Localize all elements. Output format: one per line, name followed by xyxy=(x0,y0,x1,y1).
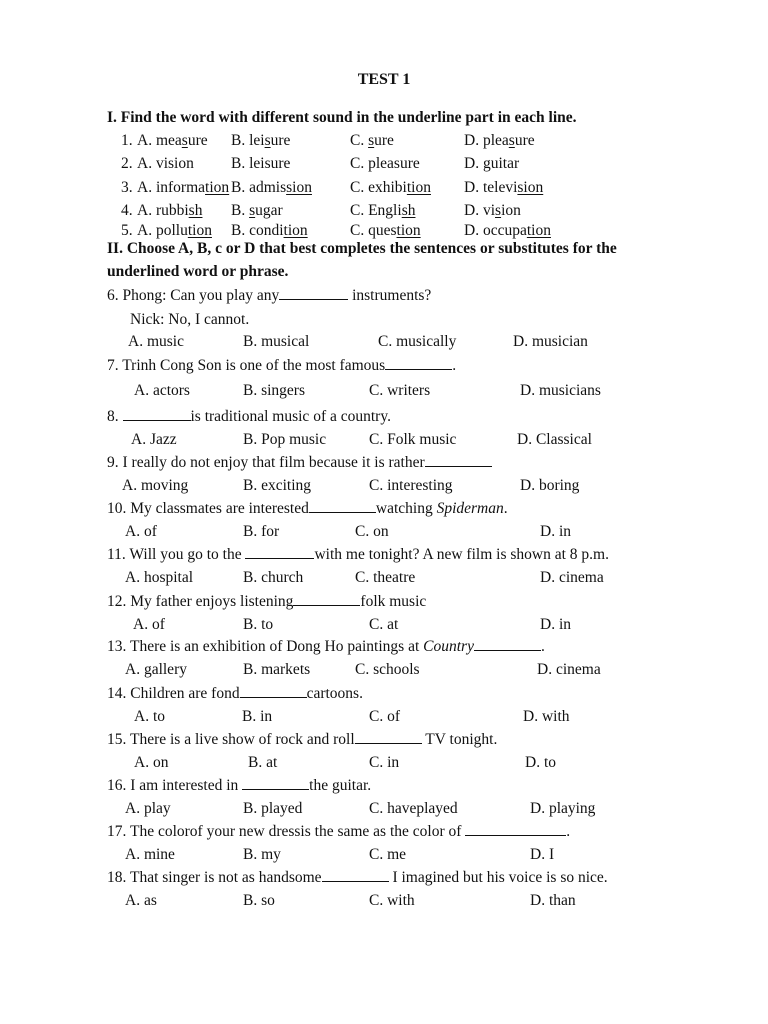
question-number: 1. xyxy=(121,132,133,149)
option-a: A. of xyxy=(133,616,165,633)
option-c: C. interesting xyxy=(369,477,453,494)
option-d: D. musicians xyxy=(520,382,601,399)
question-number: 11. xyxy=(107,546,130,563)
option-d xyxy=(464,177,543,199)
option-c: C. schools xyxy=(355,661,420,678)
question-17 xyxy=(0,821,768,843)
option-a xyxy=(137,153,194,175)
option-c: C. at xyxy=(369,616,399,633)
option-letter: B. xyxy=(231,155,250,172)
question-number: 14. xyxy=(107,685,131,702)
option-b: B. in xyxy=(242,708,273,725)
question-number: 8. xyxy=(107,408,123,425)
option-b: B. to xyxy=(243,616,274,633)
option-c: C. writers xyxy=(369,382,431,399)
question-number: 4. xyxy=(121,202,133,219)
answer-blank xyxy=(240,685,307,698)
option-word: information xyxy=(155,179,230,196)
option-letter: D. xyxy=(464,155,483,172)
option-b: B. exciting xyxy=(243,477,312,494)
question-stem: 9. I really do not enjoy that film because it is rather xyxy=(107,452,492,474)
underlined-part: tion xyxy=(406,179,431,196)
option-a: A. play xyxy=(125,800,171,817)
answer-options xyxy=(0,331,768,353)
question-stem: 11. Will you go to the with me tonight? A new film is shown at 8 p.m. xyxy=(107,546,609,563)
option-letter: A. xyxy=(137,222,156,239)
option-word: leisure xyxy=(249,155,291,172)
option-word: leisure xyxy=(249,132,291,149)
question-18 xyxy=(0,867,768,889)
option-word: occupation xyxy=(482,222,551,239)
underlined-part: tion xyxy=(187,222,212,239)
option-c: C. me xyxy=(369,846,407,863)
option-d xyxy=(464,153,519,175)
option-d: D. in xyxy=(540,523,571,540)
underlined-part: s xyxy=(508,132,515,149)
option-b: B. at xyxy=(248,754,278,771)
question-stem: 15. There is a live show of rock and roll TV tonight. xyxy=(107,731,498,748)
answer-options xyxy=(0,521,768,543)
answer-options xyxy=(0,890,768,912)
option-d: D. with xyxy=(523,708,570,725)
option-d: D. Classical xyxy=(517,431,592,448)
underlined-part: s xyxy=(181,132,188,149)
answer-blank xyxy=(425,454,492,467)
answer-blank xyxy=(322,869,389,882)
question-9 xyxy=(0,452,768,474)
option-b xyxy=(231,153,290,175)
option-word: sure xyxy=(368,132,394,149)
test-title: TEST 1 xyxy=(357,71,411,88)
answer-blank xyxy=(245,546,314,559)
option-a xyxy=(137,177,229,199)
answer-blank xyxy=(474,638,541,651)
option-letter: B. xyxy=(231,132,250,149)
option-b: B. Pop music xyxy=(243,431,327,448)
sound-question-1 xyxy=(0,130,768,152)
option-c: C. with xyxy=(369,892,415,909)
option-a: A. Jazz xyxy=(131,431,177,448)
option-letter: C. xyxy=(350,132,369,149)
underlined-part: sh xyxy=(188,202,203,219)
answer-options xyxy=(0,798,768,820)
question-number: 2. xyxy=(121,155,133,172)
question-stem: 14. Children are fond cartoons. xyxy=(107,685,363,702)
option-d xyxy=(464,130,535,152)
option-d xyxy=(464,200,521,222)
answer-blank xyxy=(465,823,566,836)
italic-title: Spiderman xyxy=(436,500,504,517)
option-d: D. to xyxy=(525,754,556,771)
option-b xyxy=(231,177,312,199)
option-letter: C. xyxy=(350,155,369,172)
question-16 xyxy=(0,775,768,797)
option-c: C. musically xyxy=(378,333,457,350)
option-d: D. than xyxy=(530,892,576,909)
answer-blank xyxy=(309,500,376,513)
option-letter: C. xyxy=(350,222,369,239)
question-15 xyxy=(0,729,768,751)
question-number: 5. xyxy=(121,222,133,239)
option-b: B. so xyxy=(243,892,275,909)
question-number: 12. xyxy=(107,593,131,610)
option-word: guitar xyxy=(482,155,520,172)
option-c: C. Folk music xyxy=(369,431,457,448)
option-a: A. on xyxy=(134,754,169,771)
answer-options xyxy=(0,380,768,402)
option-b: B. singers xyxy=(243,382,305,399)
option-b: B. musical xyxy=(243,333,310,350)
option-c xyxy=(350,177,431,199)
underlined-part: s xyxy=(368,132,375,149)
option-letter: A. xyxy=(137,132,156,149)
question-number: 3. xyxy=(121,179,133,196)
question-11 xyxy=(0,544,768,566)
option-letter: B. xyxy=(231,222,250,239)
option-b: B. my xyxy=(243,846,281,863)
option-letter: A. xyxy=(137,155,156,172)
option-c xyxy=(350,153,420,175)
underlined-part: sion xyxy=(286,179,312,196)
option-word: pleasure xyxy=(482,132,535,149)
question-number: 6. xyxy=(107,287,123,304)
sound-question-4 xyxy=(0,200,768,222)
answer-blank xyxy=(355,731,422,744)
underlined-part: tion xyxy=(396,222,421,239)
answer-options xyxy=(0,844,768,866)
option-c: C. in xyxy=(369,754,400,771)
option-word: rubbish xyxy=(155,202,203,219)
option-d: D. musician xyxy=(513,333,588,350)
question-stem: 7. Trinh Cong Son is one of the most famous . xyxy=(107,357,457,374)
option-letter: B. xyxy=(231,202,250,219)
option-a: A. of xyxy=(125,523,157,540)
question-number: 16. xyxy=(107,777,131,794)
option-a: A. actors xyxy=(134,382,190,399)
question-stem: 8. is traditional music of a country. xyxy=(107,408,391,425)
answer-options xyxy=(0,429,768,451)
underlined-part: sh xyxy=(401,202,416,219)
option-a xyxy=(137,130,208,152)
question-number: 15. xyxy=(107,731,130,748)
option-word: vision xyxy=(482,202,521,219)
option-c: C. of xyxy=(369,708,400,725)
underlined-part: s xyxy=(264,132,271,149)
answer-options xyxy=(0,706,768,728)
question-stem: 13. There is an exhibition of Dong Ho paintings at Country . xyxy=(107,638,545,655)
option-b: B. played xyxy=(243,800,303,817)
answer-options xyxy=(0,659,768,681)
question-stem: 10. My classmates are interested watching Spiderman. xyxy=(107,500,508,517)
question-12 xyxy=(0,591,768,613)
option-b xyxy=(231,200,283,222)
answer-blank xyxy=(385,357,452,370)
answer-blank xyxy=(242,777,309,790)
option-word: vision xyxy=(155,155,194,172)
question-number: 13. xyxy=(107,638,130,655)
question-stem: 6. Phong: Can you play any instruments? xyxy=(107,287,432,304)
option-word: condition xyxy=(249,222,308,239)
option-d: D. boring xyxy=(520,477,580,494)
option-word: admission xyxy=(249,179,312,196)
question-8 xyxy=(0,406,768,428)
option-word: exhibition xyxy=(368,179,431,196)
option-word: pleasure xyxy=(368,155,420,172)
option-a: A. moving xyxy=(122,477,189,494)
option-b xyxy=(231,130,290,152)
underlined-part: tion xyxy=(526,222,551,239)
option-c xyxy=(350,200,415,222)
question-13 xyxy=(0,636,768,658)
question-10 xyxy=(0,498,768,520)
answer-options xyxy=(0,567,768,589)
option-word: television xyxy=(482,179,544,196)
option-a: A. hospital xyxy=(125,569,194,586)
option-d: D. cinema xyxy=(537,661,601,678)
option-b: B. church xyxy=(243,569,304,586)
underlined-part: s xyxy=(249,202,256,219)
option-word: English xyxy=(368,202,416,219)
option-c: C. haveplayed xyxy=(369,800,458,817)
option-letter: A. xyxy=(137,179,156,196)
option-word: sugar xyxy=(249,202,283,219)
question-number: 17. xyxy=(107,823,130,840)
part2-heading: II. Choose A, B, c or D that best completes the sentences or substitutes for the underlined word or phrase. xyxy=(107,240,617,280)
option-letter: D. xyxy=(464,179,483,196)
option-letter: D. xyxy=(464,202,483,219)
option-d: D. cinema xyxy=(540,569,604,586)
sound-question-3 xyxy=(0,177,768,199)
option-b: B. for xyxy=(243,523,280,540)
underlined-part: tion xyxy=(205,179,230,196)
option-letter: A. xyxy=(137,202,156,219)
option-word: pollution xyxy=(155,222,212,239)
italic-title: Country xyxy=(423,638,474,655)
option-d: D. I xyxy=(530,846,555,863)
option-letter: D. xyxy=(464,132,483,149)
answer-blank xyxy=(279,287,348,300)
question-stem: 16. I am interested in the guitar. xyxy=(107,777,372,794)
option-a: A. as xyxy=(125,892,157,909)
dialogue-line xyxy=(0,309,768,331)
option-c: C. on xyxy=(355,523,389,540)
underlined-part: sion xyxy=(517,179,544,196)
option-a: A. music xyxy=(128,333,184,350)
option-a: A. to xyxy=(134,708,165,725)
answer-blank xyxy=(293,593,360,606)
underlined-part: tion xyxy=(283,222,308,239)
question-14 xyxy=(0,683,768,705)
part1-heading: I. Find the word with different sound in the underline part in each line. xyxy=(107,109,577,126)
question-6 xyxy=(0,285,768,307)
option-word: question xyxy=(368,222,421,239)
question-7 xyxy=(0,355,768,377)
answer-blank xyxy=(123,408,191,421)
option-b: B. markets xyxy=(243,661,311,678)
option-letter: C. xyxy=(350,202,369,219)
question-stem: 18. That singer is not as handsome I imagined but his voice is so nice. xyxy=(107,869,608,886)
question-number: 7. xyxy=(107,357,123,374)
question-number: 9. xyxy=(107,454,123,471)
answer-options xyxy=(0,752,768,774)
option-c xyxy=(350,130,394,152)
question-stem: 17. The colorof your new dressis the same as the color of . xyxy=(107,823,571,840)
option-letter: D. xyxy=(464,222,483,239)
option-a xyxy=(137,200,202,222)
option-a: A. mine xyxy=(125,846,175,863)
sound-question-2 xyxy=(0,153,768,175)
dialogue-text: Nick: No, I cannot. xyxy=(130,311,250,328)
answer-options xyxy=(0,475,768,497)
option-word: measure xyxy=(155,132,208,149)
option-letter: B. xyxy=(231,179,250,196)
option-d: D. in xyxy=(540,616,571,633)
option-c: C. theatre xyxy=(355,569,416,586)
option-letter: C. xyxy=(350,179,369,196)
underlined-part: s xyxy=(495,202,502,219)
question-number: 18. xyxy=(107,869,130,886)
option-a: A. gallery xyxy=(125,661,187,678)
question-number: 10. xyxy=(107,500,131,517)
answer-options xyxy=(0,614,768,636)
question-stem: 12. My father enjoys listening folk music xyxy=(107,593,427,610)
option-d: D. playing xyxy=(530,800,596,817)
